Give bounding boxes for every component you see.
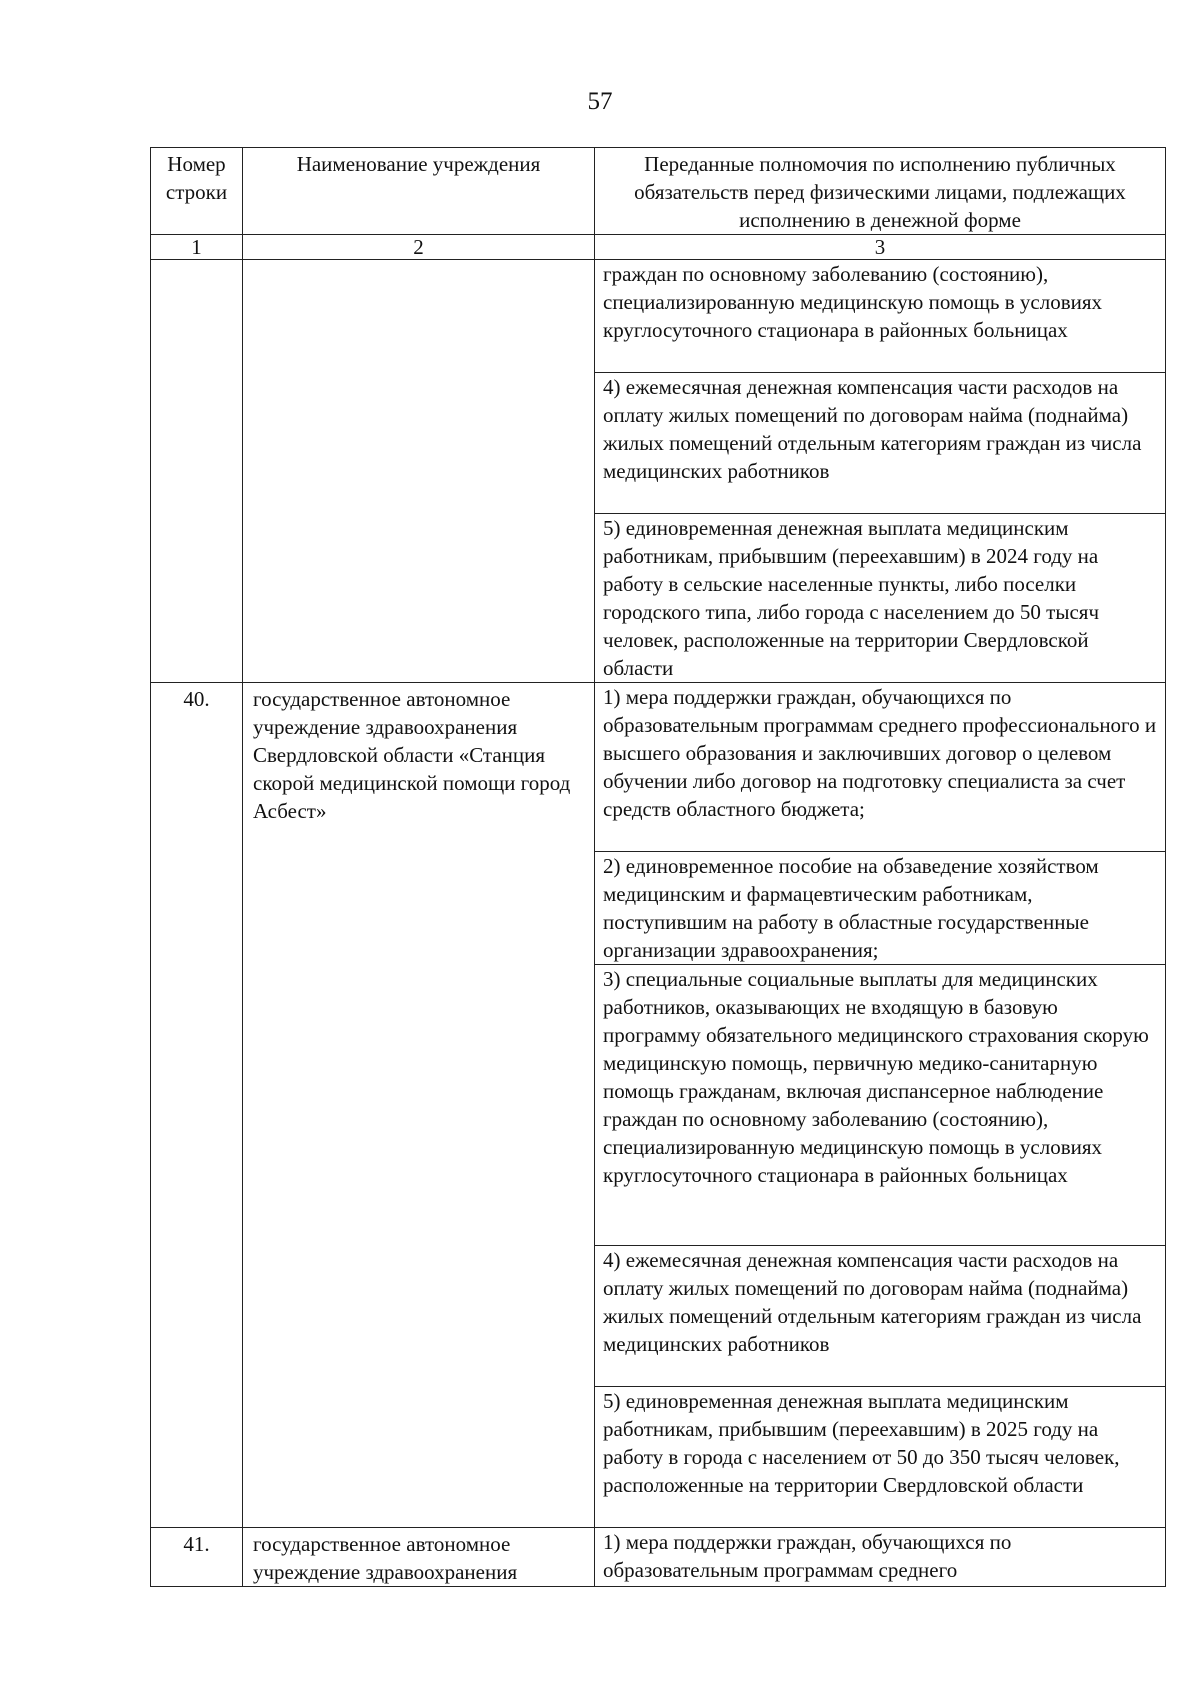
row-number-cell (151, 260, 243, 683)
row-number-cell: 41. (151, 1528, 243, 1587)
header-row-number: Номер строки (151, 148, 243, 235)
authorities-table (150, 147, 1166, 1587)
power-item: 1) мера поддержки граждан, обучающихся по образовательным программам среднего (595, 1528, 1166, 1587)
power-item: 3) специальные социальные выплаты для медицинских работников, оказывающих не входящую в базовую программу обязательного медицинского страхования скорую медицинскую помощь, первичную медико-санитарную помощь гражданам, включая диспансерное наблюдение граждан по основному заболеванию (состоянию), специализированную медицинскую помощь в условиях круглосуточного стационара в районных больницах (595, 965, 1166, 1246)
power-item: 5) единовременная денежная выплата медицинским работникам, прибывшим (переехавшим) в 2024 году на работу в сельские населенные пункты, либо поселки городского типа, либо города с населением до 50 тысяч человек, расположенные на территории Свердловской области (595, 514, 1166, 683)
header-powers: Переданные полномочия по исполнению публичных обязательств перед физическими лицами, подлежащих исполнению в денежной форме (595, 148, 1166, 235)
power-item: граждан по основному заболеванию (состоянию), специализированную медицинскую помощь в условиях круглосуточного стационара в районных больницах (595, 260, 1166, 373)
index-col-2: 2 (243, 235, 595, 260)
power-item: 1) мера поддержки граждан, обучающихся по образовательным программам среднего профессионального и высшего образования и заключивших договор о целевом обучении либо договор на подготовку специалиста за счет средств областного бюджета; (595, 683, 1166, 852)
power-item: 4) ежемесячная денежная компенсация части расходов на оплату жилых помещений по договорам найма (поднайма) жилых помещений отдельным категориям граждан из числа медицинских работников (595, 1246, 1166, 1387)
institution-name-cell: государственное автономное учреждение здравоохранения Свердловской области «Станция скорой медицинской помощи город Асбест» (243, 683, 595, 1528)
institution-name-cell (243, 260, 595, 683)
row-number-cell: 40. (151, 683, 243, 1528)
header-institution-name: Наименование учреждения (243, 148, 595, 235)
table-row (151, 683, 1166, 852)
power-item: 2) единовременное пособие на обзаведение хозяйством медицинским и фармацевтическим работникам, поступившим на работу в областные государственные организации здравоохранения; (595, 852, 1166, 965)
table-header-row (151, 148, 1166, 235)
table-row (151, 1528, 1166, 1587)
table-row (151, 260, 1166, 373)
index-col-3: 3 (595, 235, 1166, 260)
index-col-1: 1 (151, 235, 243, 260)
table-index-row (151, 235, 1166, 260)
institution-name-cell: государственное автономное учреждение здравоохранения (243, 1528, 595, 1587)
power-item: 4) ежемесячная денежная компенсация части расходов на оплату жилых помещений по договорам найма (поднайма) жилых помещений отдельным категориям граждан из числа медицинских работников (595, 373, 1166, 514)
power-item: 5) единовременная денежная выплата медицинским работникам, прибывшим (переехавшим) в 2025 году на работу в города с населением от 50 до 350 тысяч человек, расположенные на территории Свердловской области (595, 1387, 1166, 1528)
page-number: 57 (587, 88, 613, 115)
